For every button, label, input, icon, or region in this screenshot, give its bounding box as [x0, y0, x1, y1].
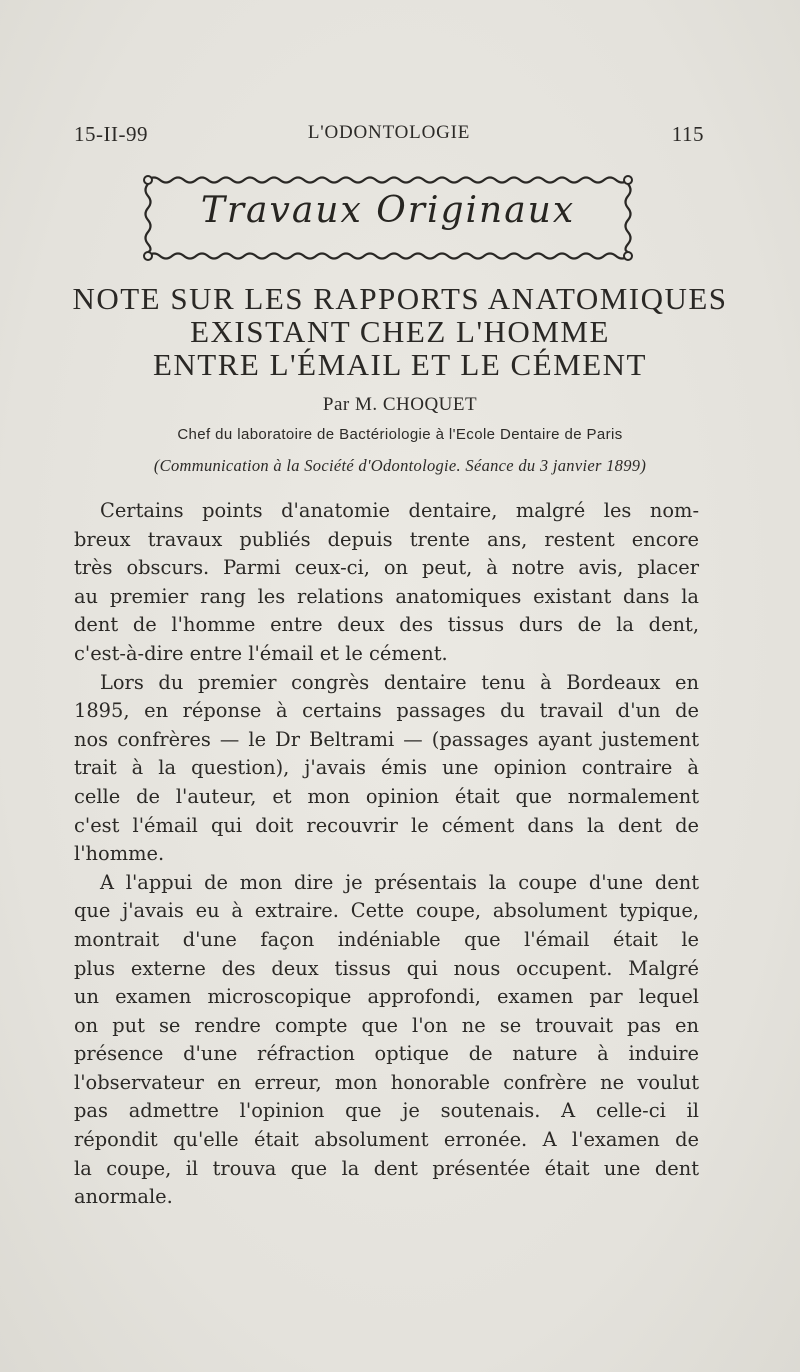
- text-line: dent de l'homme entre deux des tissus durs de la dent,: [74, 613, 699, 637]
- text-line: A l'appui de mon dire je présentais la coupe d'une dent: [100, 870, 699, 894]
- running-head: [74, 122, 704, 152]
- bottom-wave-border: [148, 254, 628, 259]
- text-line: au premier rang les relations anatomiques existant dans la: [74, 584, 699, 608]
- text-line: plus externe des deux tissus qui nous occupent. Malgré: [74, 956, 699, 980]
- section-title: Travaux Originaux: [200, 190, 576, 231]
- corner-ornament-tr: [624, 176, 632, 184]
- text-line: l'homme.: [74, 842, 165, 866]
- text-line: répondit qu'elle était absolument erronée. A l'examen de: [74, 1128, 699, 1152]
- author-affiliation: Chef du laboratoire de Bactériologie à l'Ecole Dentaire de Paris: [177, 426, 623, 443]
- text-line: un examen microscopique approfondi, examen par lequel: [74, 985, 699, 1009]
- byline: Par M. CHOQUET: [322, 394, 478, 415]
- text-line: celle de l'auteur, et mon opinion était que normalement: [74, 784, 699, 808]
- journal-name: L'ODONTOLOGIE: [307, 122, 471, 143]
- text-line: anormale.: [74, 1185, 173, 1209]
- text-line: la coupe, il trouva que la dent présentée était une dent: [74, 1156, 699, 1180]
- article-body: [74, 497, 699, 1212]
- corner-ornament-tl: [144, 176, 152, 184]
- paragraph-2: [74, 669, 699, 869]
- issue-date: 15-II-99: [74, 122, 148, 146]
- text-line: présence d'une réfraction optique de nature à induire: [74, 1042, 699, 1066]
- text-line: nos confrères — le Dr Beltrami — (passages ayant justement: [74, 727, 699, 751]
- text-line: Lors du premier congrès dentaire tenu à Bordeaux en: [100, 670, 699, 694]
- text-line: 1895, en réponse à certains passages du travail d'un de: [74, 699, 699, 723]
- text-line: très obscurs. Parmi ceux-ci, on peut, à notre avis, placer: [74, 556, 699, 580]
- section-banner: [140, 172, 636, 262]
- corner-ornament-br: [624, 252, 632, 260]
- top-wave-border: [148, 178, 628, 183]
- title-line-2: EXISTANT CHEZ L'HOMME: [190, 314, 610, 349]
- communication-note: (Communication à la Société d'Odontologie. Séance du 3 janvier 1899): [153, 456, 647, 475]
- text-line: que j'avais eu à extraire. Cette coupe, absolument typique,: [74, 899, 699, 923]
- text-line: montrait d'une façon indéniable que l'émail était le: [74, 927, 699, 951]
- paragraph-3: [74, 869, 699, 1212]
- title-line-1: NOTE SUR LES RAPPORTS ANATOMIQUES: [72, 281, 728, 316]
- text-line: c'est-à-dire entre l'émail et le cément.: [74, 641, 448, 665]
- title-line-3: ENTRE L'ÉMAIL ET LE CÉMENT: [152, 347, 647, 382]
- corner-ornament-bl: [144, 252, 152, 260]
- text-line: on put se rendre compte que l'on ne se trouvait pas en: [74, 1013, 699, 1037]
- page-number: 115: [671, 122, 704, 146]
- text-line: breux travaux publiés depuis trente ans, restent encore: [74, 527, 699, 551]
- text-line: trait à la question), j'avais émis une opinion contraire à: [74, 756, 699, 780]
- text-line: c'est l'émail qui doit recouvrir le cément dans la dent de: [74, 813, 699, 837]
- text-line: Certains points d'anatomie dentaire, malgré les nom-: [100, 499, 699, 522]
- text-line: l'observateur en erreur, mon honorable confrère ne voulut: [74, 1070, 699, 1094]
- article-title: [40, 282, 760, 381]
- text-line: pas admettre l'opinion que je soutenais. A celle-ci il: [74, 1099, 699, 1123]
- paragraph-1: [74, 497, 699, 669]
